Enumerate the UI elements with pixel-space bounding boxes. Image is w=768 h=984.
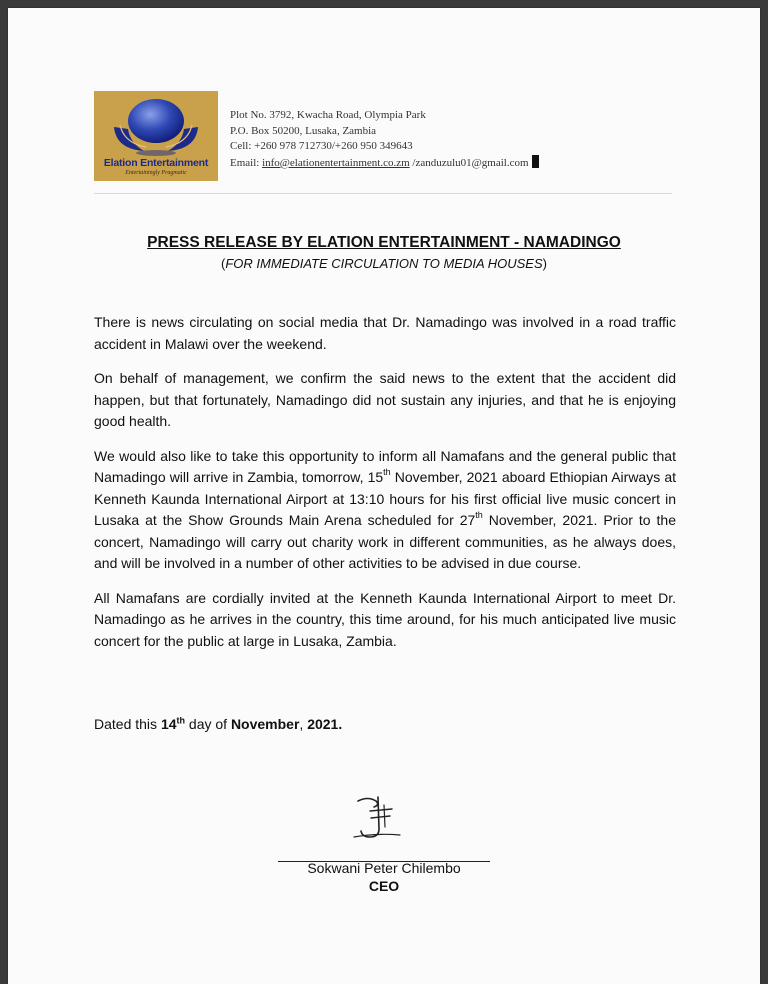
- document-page: [8, 8, 760, 984]
- signatory-role: CEO: [368, 878, 400, 894]
- date-mid: day of: [185, 716, 231, 732]
- logo-company-name: Elation Entertainment: [103, 157, 209, 169]
- letterhead-contact: [230, 108, 539, 171]
- press-release-body: [94, 312, 676, 665]
- date-day: 14: [160, 716, 177, 732]
- signatory-block: [278, 859, 490, 895]
- subtitle-text: FOR IMMEDIATE CIRCULATION TO MEDIA HOUSES: [225, 256, 543, 271]
- ordinal-suffix: th: [383, 467, 391, 478]
- arrival-text-part-2: November, 2021 aboard Ethiopian Airways at Kenneth Kaunda International Airport at 13:10 hours for his first official live music concert in Lusaka at the Show Grounds Main Arena scheduled for 27: [94, 469, 676, 528]
- signatory-name: Sokwani Peter Chilembo: [307, 860, 461, 876]
- page-title: PRESS RELEASE BY ELATION ENTERTAINMENT - NAMADINGO: [147, 234, 621, 251]
- ordinal-suffix: th: [475, 510, 483, 521]
- handwritten-signature: [350, 793, 406, 843]
- date-comma: ,: [299, 716, 308, 732]
- date-line: [94, 716, 342, 732]
- text-cursor-block: [532, 155, 539, 168]
- paragraph-arrival-details: [94, 446, 676, 575]
- paragraph-management-confirmation: On behalf of management, we confirm the said news to the extent that the accident did happen, but that fortunately, Namadingo did not sustain any injuries, and that he is enjoying good health.: [94, 370, 676, 429]
- paragraph-accident-news: There is news circulating on social media that Dr. Namadingo was involved in a road traffic accident in Malawi over the weekend.: [94, 314, 676, 352]
- date-day-suffix: th: [176, 715, 186, 726]
- address-line-2: P.O. Box 50200, Lusaka, Zambia: [230, 124, 377, 137]
- arrival-text-part-3: November, 2021. Prior to the concert, Namadingo will carry out charity work in different communities, as he always does, and will be involved in a number of other activities to be advised in due course.: [94, 512, 677, 571]
- arrival-text-part-1: We would also like to take this opportunity to inform all Namafans and the general public that Namadingo will arrive in Zambia, tomorrow, 15: [94, 447, 676, 485]
- email-link-primary[interactable]: info@elationentertainment.co.zm: [262, 156, 410, 169]
- paragraph-invitation: All Namafans are cordially invited at the Kenneth Kaunda International Airport to meet Dr. Namadingo as he arrives in the country, this time around, for his much anticipated live music concert for the public at large in Lusaka, Zambia.: [94, 589, 676, 649]
- address-line-1: Plot No. 3792, Kwacha Road, Olympia Park: [230, 109, 426, 121]
- page-subtitle: [8, 256, 760, 271]
- cell-numbers: Cell: +260 978 712730/+260 950 349643: [230, 140, 413, 152]
- email-label: Email:: [230, 156, 260, 169]
- date-month: November: [230, 716, 300, 732]
- date-prefix: Dated this: [94, 716, 161, 732]
- logo-tagline: Entertainingly Pragmatic: [125, 170, 187, 176]
- email-secondary: /zanduzulu01@gmail.com: [412, 156, 529, 169]
- subtitle-close-paren: ): [542, 256, 547, 271]
- company-logo: [94, 91, 218, 181]
- letterhead-divider: [94, 193, 672, 194]
- subtitle-open-paren: (: [220, 256, 226, 271]
- email-line: [230, 155, 539, 172]
- date-year: 2021.: [307, 716, 343, 732]
